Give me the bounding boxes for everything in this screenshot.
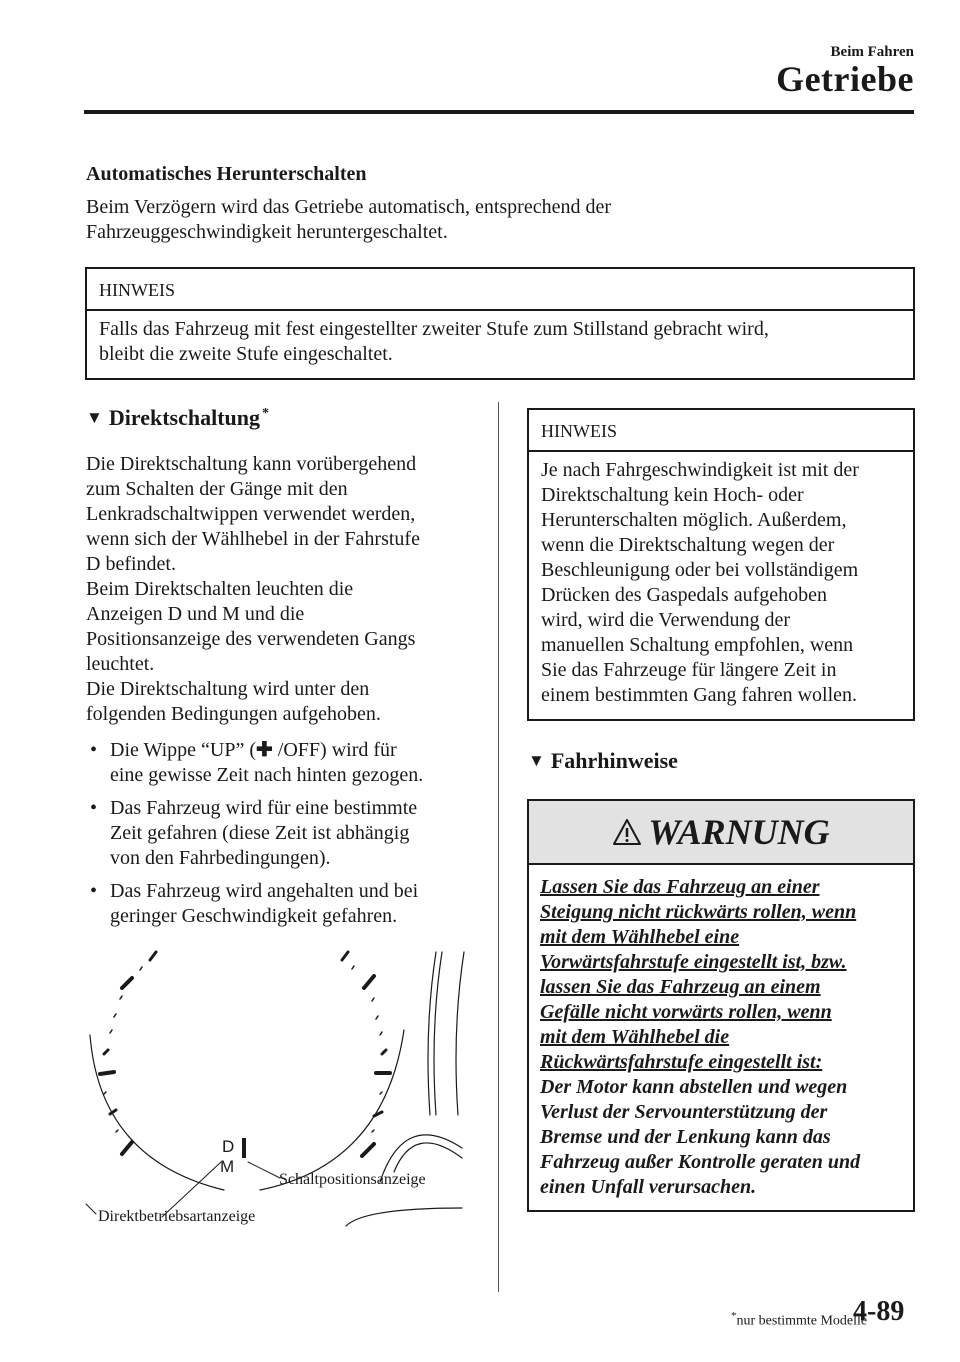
header-rule	[84, 110, 914, 114]
text-line: Positionsanzeige des verwendeten Gangs	[86, 628, 416, 650]
gauge-tick	[140, 967, 142, 970]
text-line: D befindet.	[86, 553, 176, 575]
text-line: wenn sich der Wählhebel in der Fahrstufe	[86, 528, 420, 550]
page-number: 4-89	[853, 1296, 905, 1327]
triangle-down-icon: ▼	[86, 408, 103, 427]
warning-header	[529, 801, 913, 865]
text-line: Das Fahrzeug wird für eine bestimmte	[110, 797, 418, 819]
gauge-tick	[372, 1130, 374, 1132]
section-title: Beim Fahren	[830, 44, 914, 60]
gear-position-bar	[242, 1138, 246, 1158]
driving-tips-heading	[528, 748, 678, 774]
warning-triangle-icon	[612, 818, 642, 846]
triangle-down-icon: ▼	[528, 751, 545, 770]
warning-title: WARNUNG	[648, 812, 830, 852]
text-line: lassen Sie das Fahrzeug an einem	[540, 976, 821, 998]
gauge-tick	[150, 952, 156, 960]
text-line: Beim Verzögern wird das Getriebe automatisch, entsprechend der	[86, 196, 611, 218]
text-line: mit dem Wählhebel eine	[540, 926, 740, 948]
gauge-tick	[352, 966, 354, 969]
text-line: Fahrzeuggeschwindigkeit heruntergeschaltet.	[86, 221, 448, 243]
leader-line	[248, 1162, 280, 1178]
text-line: eine gewisse Zeit nach hinten gezogen.	[110, 764, 424, 786]
frame-curve	[346, 1208, 462, 1226]
direct-shift-text	[86, 452, 486, 727]
leader-line	[86, 1204, 96, 1214]
gauge-tick	[382, 1050, 386, 1054]
text-line: Bremse und der Lenkung kann das	[540, 1126, 831, 1148]
warning-box	[527, 799, 915, 1212]
text-line: einem bestimmten Gang fahren wollen.	[541, 684, 858, 706]
gauge-tick	[104, 1092, 106, 1094]
note-heading: HINWEIS	[87, 269, 913, 311]
text-line: Zeit gefahren (diese Zeit ist abhängig	[110, 822, 410, 844]
text-line: Beschleunigung oder bei vollständigem	[541, 559, 859, 581]
text-line: einen Unfall verursachen.	[540, 1176, 757, 1198]
indicator-d: D	[222, 1137, 235, 1156]
text-line: Lenkradschaltwippen verwendet werden,	[86, 503, 416, 525]
text-line: Herunterschalten möglich. Außerdem,	[541, 509, 847, 531]
note-heading: HINWEIS	[529, 410, 913, 452]
text-line: Die Wippe “UP” (✚ /OFF) wird für	[110, 739, 397, 761]
condition-list	[86, 738, 486, 929]
text-line: geringer Geschwindigkeit gefahren.	[110, 905, 398, 927]
text-line: Lassen Sie das Fahrzeug an einer	[540, 876, 820, 898]
list-item	[86, 738, 486, 788]
indicator-m: M	[220, 1157, 235, 1176]
text-line: Rückwärtsfahrstufe eingestellt ist:	[540, 1051, 823, 1073]
list-item	[86, 796, 486, 871]
list-item	[86, 879, 486, 929]
text-line: Drücken des Gaspedals aufgehoben	[541, 584, 828, 606]
model-marker: *	[262, 406, 269, 421]
gauge-tick	[100, 1072, 114, 1074]
frame-curve	[434, 952, 442, 1115]
note-body	[529, 452, 913, 708]
model-marker: *	[731, 1310, 737, 1322]
text-line: bleibt die zweite Stufe eingeschaltet.	[99, 343, 393, 365]
text-line: Direktschaltung kein Hoch- oder	[541, 484, 804, 506]
gauge-tick	[122, 1142, 132, 1154]
text-line: Je nach Fahrgeschwindigkeit ist mit der	[541, 459, 859, 481]
text-line: Die Direktschaltung wird unter den	[86, 678, 370, 700]
text-line: manuellen Schaltung empfohlen, wenn	[541, 634, 854, 656]
text-line: wenn die Direktschaltung wegen der	[541, 534, 835, 556]
gear-position-label: Schaltpositionsanzeige	[279, 1171, 426, 1188]
auto-downshift-text	[86, 195, 611, 245]
gauge-tick	[380, 1032, 382, 1035]
heading-text: Fahrhinweise	[550, 748, 678, 773]
bullet-icon: •	[90, 797, 98, 819]
gauge-tick	[104, 1050, 108, 1054]
heading-text: Direktschaltung	[108, 405, 260, 430]
text-line: Gefälle nicht vorwärts rollen, wenn	[540, 1001, 832, 1023]
text-line: Beim Direktschalten leuchten die	[86, 578, 354, 600]
direct-mode-label: Direktbetriebsartanzeige	[98, 1208, 256, 1225]
footer-note: *nur bestimmte Modelle	[731, 1310, 868, 1329]
gauge-tick	[120, 996, 122, 999]
chapter-title: Getriebe	[776, 59, 914, 99]
warning-body	[529, 865, 913, 1200]
note-box-2	[527, 408, 915, 721]
gauge-tick	[380, 1092, 382, 1094]
gauge-tick	[122, 978, 132, 988]
text-line: von den Fahrbedingungen).	[110, 847, 331, 869]
text-line: Der Motor kann abstellen und wegen	[540, 1076, 848, 1098]
auto-downshift-heading: Automatisches Herunterschalten	[86, 163, 367, 185]
note-body	[87, 311, 913, 367]
text-line: Falls das Fahrzeug mit fest eingestellter zweiter Stufe zum Stillstand gebracht wird,	[99, 318, 769, 340]
text-line: mit dem Wählhebel die	[540, 1026, 730, 1048]
note-box-1	[85, 267, 915, 380]
plus-icon: ✚	[256, 739, 273, 761]
text-line: zum Schalten der Gänge mit den	[86, 478, 348, 500]
text-line: folgenden Bedingungen aufgehoben.	[86, 703, 381, 725]
bullet-icon: •	[90, 739, 98, 761]
text-line: Vorwärtsfahrstufe eingestellt ist, bzw.	[540, 951, 847, 973]
text-line: Sie das Fahrzeuge für längere Zeit in	[541, 659, 837, 681]
gauge-tick	[362, 1144, 374, 1156]
text-line: wird, wird die Verwendung der	[541, 609, 791, 631]
text-line: leuchtet.	[86, 653, 155, 675]
gauge-tick	[376, 1016, 378, 1019]
gauge-tick	[342, 952, 348, 960]
frame-curve	[456, 952, 464, 1115]
text-line: Das Fahrzeug wird angehalten und bei	[110, 880, 419, 902]
text-line: Fahrzeug außer Kontrolle geraten und	[540, 1151, 861, 1173]
column-divider	[498, 402, 499, 1292]
direct-shift-heading	[86, 405, 269, 431]
bullet-icon: •	[90, 880, 98, 902]
gauge-illustration	[84, 940, 470, 1240]
gauge-tick	[114, 1014, 116, 1017]
text-line: Die Direktschaltung kann vorübergehend	[86, 453, 417, 475]
gauge-tick	[372, 998, 374, 1001]
text-line: Steigung nicht rückwärts rollen, wenn	[540, 901, 857, 923]
text-line: Verlust der Servounterstützung der	[540, 1101, 828, 1123]
gauge-tick	[110, 1030, 112, 1033]
gauge-tick	[364, 976, 374, 988]
frame-curve	[394, 1143, 462, 1172]
text-line: Anzeigen D und M und die	[86, 603, 305, 625]
gauge-tick	[116, 1130, 118, 1132]
